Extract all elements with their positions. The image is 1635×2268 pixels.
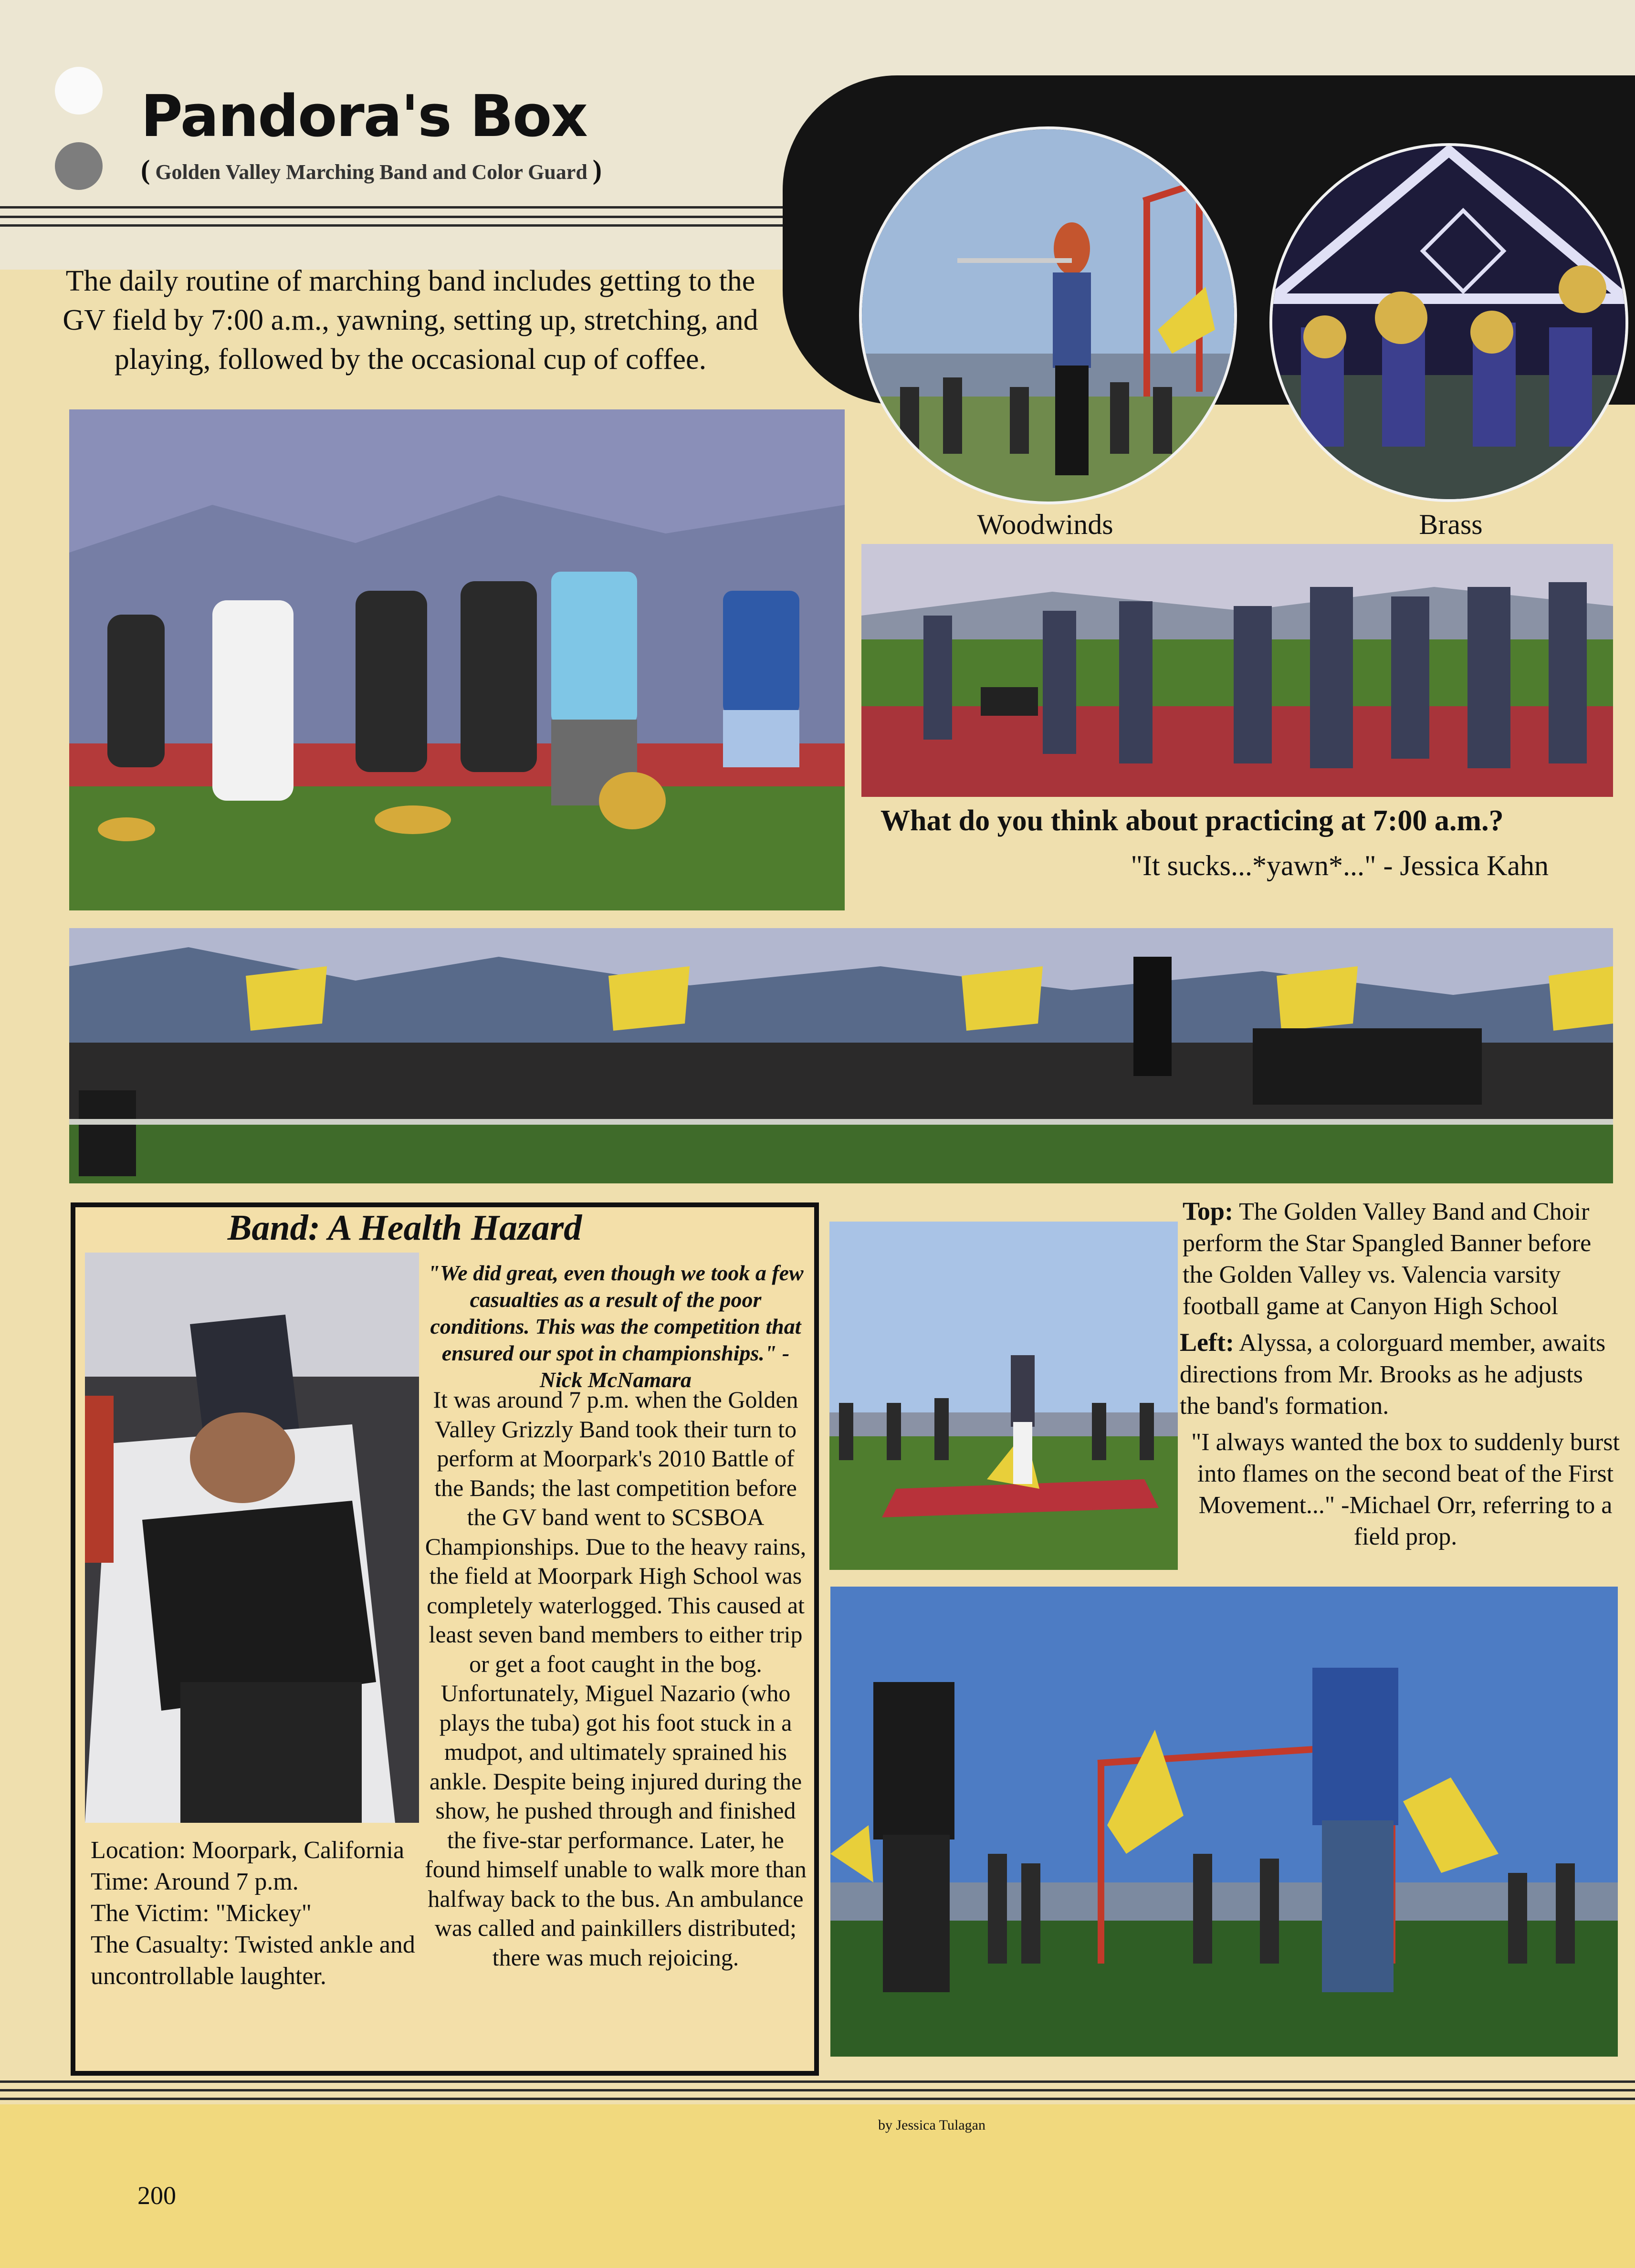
stretching-photo: [69, 409, 845, 910]
photo-credit: by Jessica Tulagan: [878, 2117, 985, 2133]
health-hazard-title: Band: A Health Hazard: [227, 1208, 582, 1248]
fact-victim: The Victim: "Mickey": [91, 1900, 312, 1927]
page-number: 200: [137, 2181, 176, 2210]
star-spangled-banner-photo: [69, 928, 1613, 1183]
michael-orr-quote: "I always wanted the box to suddenly burst into flames on the second beat of the First Movement..." -Michael Orr, referring to a field prop.: [1191, 1429, 1620, 1550]
footer-rule-1: [0, 2080, 1635, 2083]
incident-facts: [91, 1835, 415, 1992]
footer-rule-2: [0, 2089, 1635, 2091]
footer-band: [0, 2104, 1635, 2268]
woodwinds-caption: Woodwinds: [977, 509, 1113, 540]
fact-location: Location: Moorpark, California: [91, 1837, 405, 1864]
top-photo-caption: [1183, 1195, 1622, 1322]
footer-rule-3: [0, 2098, 1635, 2100]
decorative-dot-light: [55, 67, 103, 115]
colorguard-alyssa-photo: [829, 1222, 1178, 1570]
subtitle-open-paren: (: [141, 154, 150, 185]
brass-photo: [1269, 143, 1628, 502]
top-caption-label: Top:: [1183, 1197, 1234, 1225]
ambulance-photo: [85, 1253, 419, 1823]
health-hazard-story: It was around 7 p.m. when the Golden Valley Grizzly Band took their turn to perform at Moorpark's 2010 Battle of the Bands; the last competition before the GV band went to SCSBOA Championships. Due to the heavy rains, the field at Moorpark High School was completely waterlogged. This caused at least seven band members to either trip or get a foot caught in the bog. Unfortunately, Miguel Nazario (who plays the tuba) got his foot stuck in a mudpot, and ultimately sprained his ankle. Despite being injured during the show, he pushed through and finished the five-star performance. Later, he found himself unable to walk more than halfway back to the bus. An ambulance was called and painkillers distributed; there was much rejoicing.: [425, 1386, 807, 1971]
left-photo-caption: [1180, 1327, 1619, 1422]
nick-mcnamara-quote: "We did great, even though we took a few casualties as a result of the poor conditions. This was the competition that ensured our spot in championships." -Nick McNamara: [428, 1261, 804, 1392]
intro-paragraph: The daily routine of marching band includes getting to the GV field by 7:00 a.m., yawning, setting up, stretching, and playing, followed by the occasional cup of coffee.: [63, 265, 758, 376]
fact-time: Time: Around 7 p.m.: [91, 1868, 299, 1895]
top-caption-text: The Golden Valley Band and Choir perform the Star Spangled Banner before the Golden Valley vs. Valencia varsity football game at Canyon High School: [1183, 1198, 1592, 1320]
practice-answer: "It sucks...*yawn*..." - Jessica Kahn: [1131, 850, 1549, 881]
page-subtitle: [141, 154, 602, 186]
practice-track-photo: [861, 544, 1613, 797]
left-caption-label: Left:: [1180, 1328, 1234, 1357]
brass-caption: Brass: [1419, 509, 1483, 540]
page-title: Pandora's Box: [141, 84, 587, 150]
decorative-dot-dark: [55, 142, 103, 190]
subtitle-text: Golden Valley Marching Band and Color Guard: [155, 160, 587, 184]
subtitle-close-paren: ): [592, 154, 602, 185]
fact-casualty: The Casualty: Twisted ankle and uncontrollable laughter.: [91, 1931, 415, 1990]
practice-question: What do you think about practicing at 7:00 a.m.?: [880, 805, 1504, 837]
clarinets-field-photo: [830, 1587, 1618, 2057]
left-caption-text: Alyssa, a colorguard member, awaits directions from Mr. Brooks as he adjusts the band's formation.: [1180, 1329, 1606, 1420]
woodwinds-photo: [859, 126, 1237, 504]
